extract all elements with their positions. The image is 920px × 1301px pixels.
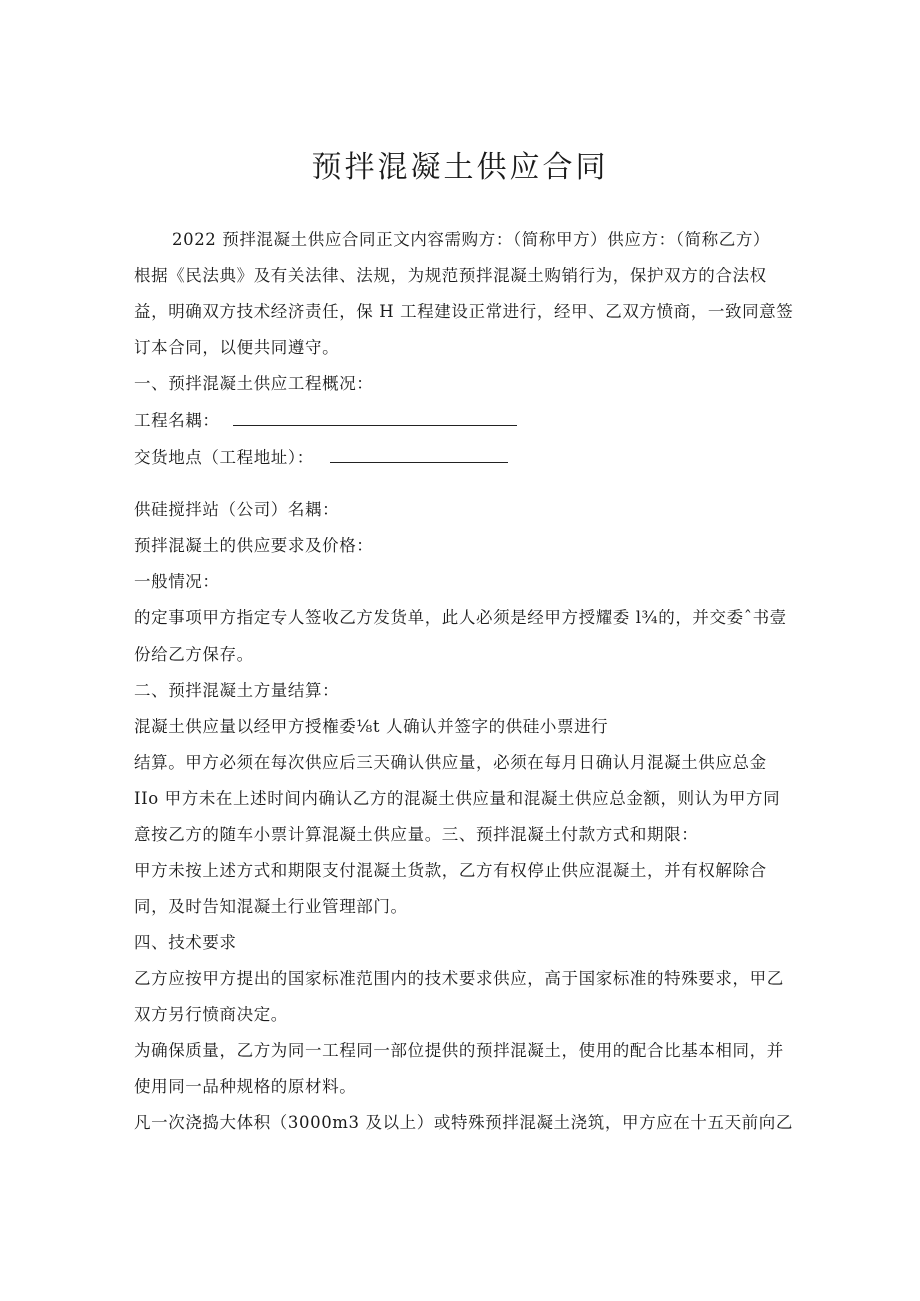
section2-line-2: 结算。甲方必须在每次供应后三天确认供应量，必须在每月日确认月混凝土供应总金 [134,753,767,772]
section4-line-4: 使用同一品种规格的原材料。 [134,1077,357,1096]
section2-heading: 二、预拌混凝土方量结算： [134,681,340,700]
delivery-label: 交货地点（工程地址）： [134,448,314,467]
supply-requirements: 预拌混凝土的供应要求及价格： [134,536,374,555]
section2-line-1: 混凝土供应量以经甲方授権委⅛t 人确认并签字的供硅小票进行 [134,717,609,736]
station-label: 供硅搅拌站（公司）名耦： [134,500,340,519]
document-title: 预拌混凝土供应合同 [311,150,609,185]
intro-line-3: 益，明确双方技术经济责任，保 H 工程建设正常进行，经甲、乙双方愤商，一致同意签 [134,302,794,321]
section1-heading: 一、预拌混凝土供应工程概况： [134,374,374,393]
general-line-1: 的定事项甲方指定专人签收乙方发货单，此人必须是经甲方授耀委 l¾的，并交委ˆ书壹 [134,608,787,627]
section4-heading: 四、技术要求 [134,933,237,952]
section4-line-1: 乙方应按甲方提出的国家标准范围内的技术要求供应，高于国家标准的特殊要求，甲乙 [134,969,784,988]
project-name-blank [233,409,517,426]
section4-line-3: 为确保质量，乙方为同一工程同一部位提供的预拌混凝土，使用的配合比基本相同，并 [134,1041,784,1060]
general-heading: 一般情况： [134,572,220,591]
project-name-row [134,409,794,433]
section2-line-5: 甲方未按上述方式和期限支付混凝土货款，乙方有权停止供应混凝土，并有权解除合 [134,861,767,880]
section2-line-6: 同，及时告知混凝土行业管理部门。 [134,897,408,916]
delivery-blank [330,446,508,463]
section4-line-5: 凡一次浇捣大体积（3000m3 及以上）或特殊预拌混凝土浇筑，甲方应在十五天前向乙 [134,1113,793,1132]
intro-line-4: 订本合同，以便共同遵守。 [134,338,340,357]
general-line-2: 份给乙方保存。 [134,645,254,664]
section2-line-4: 意按乙方的随车小票计算混凝土供应量。三、预拌混凝土付款方式和期限： [134,825,699,844]
section2-line-3: IIo 甲方未在上述时间内确认乙方的混凝土供应量和混凝土供应总金额，则认为甲方同 [134,789,781,808]
intro-line-1: 2022 预拌混凝土供应合同正文内容需购方：（简称甲方）供应方：（简称乙方） [172,230,771,249]
intro-line-2: 根据《民法典》及有关法律、法规，为规范预拌混凝土购销行为，保护双方的合法权 [134,266,767,285]
project-name-label: 工程名耦： [134,411,220,430]
section4-line-2: 双方另行愤商决定。 [134,1005,288,1024]
delivery-row [134,446,794,470]
